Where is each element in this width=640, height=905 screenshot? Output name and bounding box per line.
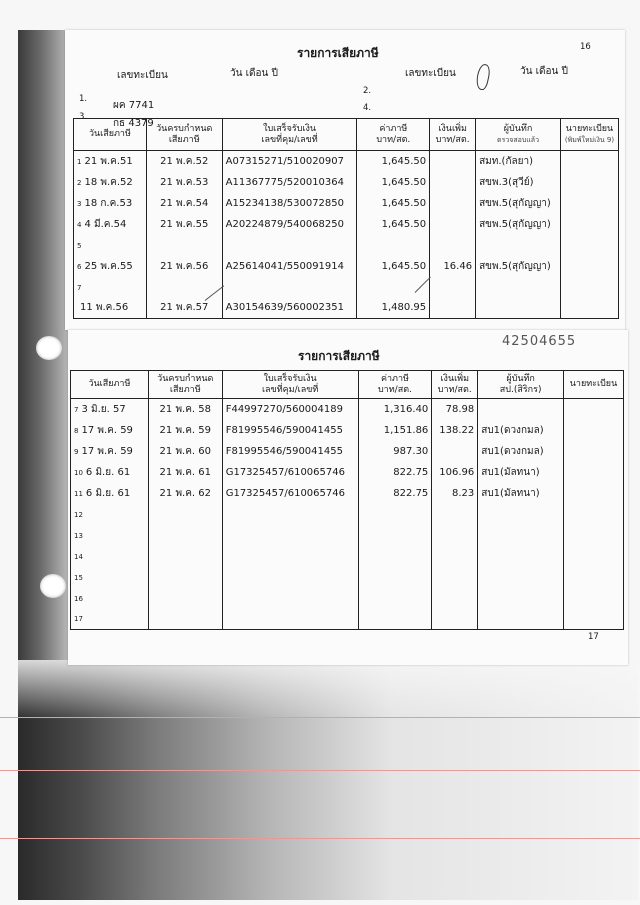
page-number: 16 (580, 42, 591, 52)
cell-due-date: 21 พ.ค. 60 (148, 441, 222, 462)
cell-recorder: สขพ.5(สุกัญญา) (476, 193, 561, 214)
cell-tax: 1,480.95 (357, 298, 430, 319)
cell-recorder (478, 399, 564, 420)
cell-recorder: สขพ.3(สุวีย์) (476, 172, 561, 193)
row-number: 3 (77, 199, 82, 208)
cell-tax (358, 546, 432, 567)
cell-tax-date: 1 21 พ.ค.51 (74, 151, 147, 172)
table-row (71, 504, 624, 525)
cell-surcharge (430, 214, 476, 235)
cell-registrar (564, 420, 624, 441)
cell-receipt (222, 609, 358, 630)
header-due-date: วันครบกำหนด เสียภาษี (148, 371, 222, 399)
cell-due-date: 21 พ.ค.54 (146, 193, 222, 214)
cell-tax-date: 11 6 มิ.ย. 61 (71, 483, 149, 504)
cell-due-date: 21 พ.ค. 58 (148, 399, 222, 420)
cell-surcharge (430, 277, 476, 298)
cell-tax-date (71, 567, 149, 588)
cell-receipt (222, 546, 358, 567)
cell-registrar (560, 256, 618, 277)
cell-due-date (148, 525, 222, 546)
cell-registrar (564, 525, 624, 546)
cell-tax: 1,645.50 (357, 214, 430, 235)
cell-registrar (564, 483, 624, 504)
cell-surcharge (432, 525, 478, 546)
cell-registrar (560, 151, 618, 172)
table-row (74, 172, 619, 193)
row-number: 12 (74, 510, 83, 519)
cell-registrar (564, 441, 624, 462)
table-row (71, 546, 624, 567)
cell-tax-date (74, 277, 147, 298)
recorder-note: ตรวจสอบแล้ว (497, 135, 540, 144)
cell-registrar (564, 504, 624, 525)
cell-tax-date: 11 พ.ค.56 (74, 298, 147, 319)
row-number: 8 (74, 426, 79, 435)
row-number: 1 (77, 157, 82, 166)
cell-receipt: A30154639/560002351 (222, 298, 357, 319)
cell-tax-date (71, 609, 149, 630)
cell-recorder: สมท.(กัลยา) (476, 151, 561, 172)
cell-tax-date (71, 546, 149, 567)
cell-due-date (148, 546, 222, 567)
ledger-body (71, 399, 624, 630)
table-row (71, 588, 624, 609)
cell-receipt (222, 235, 357, 256)
header-receipt: ใบเสร็จรับเงิน เลขที่คุม/เลขที่ (222, 119, 357, 151)
cell-registrar (564, 399, 624, 420)
cell-recorder: สบ1(มัลทนา) (478, 483, 564, 504)
row-number: 11 (74, 489, 83, 498)
page-number: 17 (588, 632, 599, 642)
scan-artifact-line (0, 770, 640, 771)
header-receipt: ใบเสร็จรับเงิน เลขที่คุม/เลขที่ (222, 371, 358, 399)
row-number: 4 (77, 220, 82, 229)
reg-line-no: 1. (79, 94, 88, 104)
date-label-right: วัน เดือน ปี (520, 66, 568, 77)
table-row (71, 399, 624, 420)
cell-tax (358, 609, 432, 630)
cell-due-date: 21 พ.ค. 59 (148, 420, 222, 441)
reg-label-left: เลขทะเบียน (117, 70, 168, 81)
row-number: 10 (74, 468, 83, 477)
cell-due-date: 21 พ.ค.52 (146, 151, 222, 172)
cell-receipt: A11367775/520010364 (222, 172, 357, 193)
registrar-note: (พิมพ์ใหม่เงิน 9) (564, 135, 615, 144)
cell-registrar (560, 193, 618, 214)
reg-line-value: ผค 7741 (113, 100, 155, 111)
cell-receipt: F44997270/560004189 (222, 399, 358, 420)
cell-receipt (222, 525, 358, 546)
cell-recorder (478, 504, 564, 525)
reg-label-right: เลขทะเบียน (405, 68, 456, 79)
cell-due-date: 21 พ.ค. 61 (148, 462, 222, 483)
cell-receipt (222, 588, 358, 609)
cell-tax-date: 9 17 พ.ค. 59 (71, 441, 149, 462)
cell-recorder (476, 298, 561, 319)
table-row (74, 214, 619, 235)
cell-registrar (560, 214, 618, 235)
date-label-left: วัน เดือน ปี (230, 68, 278, 79)
cell-surcharge: 138.22 (432, 420, 478, 441)
cell-due-date (148, 588, 222, 609)
cell-due-date: 21 พ.ค.57 (146, 298, 222, 319)
cell-tax: 822.75 (358, 483, 432, 504)
row-number: 6 (77, 262, 82, 271)
cell-receipt (222, 567, 358, 588)
reg-line-no: 2. (363, 86, 372, 96)
cell-registrar (564, 609, 624, 630)
table-row (74, 193, 619, 214)
cell-tax: 1,316.40 (358, 399, 432, 420)
cell-tax-date: 2 18 พ.ค.52 (74, 172, 147, 193)
cell-surcharge (432, 588, 478, 609)
cell-tax-date: 7 3 มิ.ย. 57 (71, 399, 149, 420)
cell-recorder: สบ1(ดวงกมล) (478, 420, 564, 441)
cell-recorder (476, 235, 561, 256)
cell-tax: 1,645.50 (357, 172, 430, 193)
tax-ledger-table (70, 370, 624, 630)
table-row (74, 151, 619, 172)
row-number: 14 (74, 552, 83, 561)
cell-tax: 1,151.86 (358, 420, 432, 441)
cell-surcharge (430, 151, 476, 172)
cell-recorder (478, 588, 564, 609)
cell-recorder: สบ1(มัลทนา) (478, 462, 564, 483)
cell-tax-date (71, 504, 149, 525)
cell-recorder (478, 567, 564, 588)
row-number: 9 (74, 447, 79, 456)
cell-recorder: สขพ.5(สุกัญญา) (476, 214, 561, 235)
cell-recorder (476, 277, 561, 298)
cell-tax-date: 4 4 มี.ค.54 (74, 214, 147, 235)
cell-tax-date: 8 17 พ.ค. 59 (71, 420, 149, 441)
cell-receipt: G17325457/610065746 (222, 483, 358, 504)
cell-surcharge (432, 546, 478, 567)
cell-tax: 987.30 (358, 441, 432, 462)
cell-recorder (478, 525, 564, 546)
cell-registrar (564, 567, 624, 588)
table-row (71, 462, 624, 483)
cell-recorder: สขพ.5(สุกัญญา) (476, 256, 561, 277)
cell-registrar (560, 298, 618, 319)
table-row (71, 567, 624, 588)
ledger-page-2 (68, 330, 628, 665)
scan-artifact-line (0, 717, 640, 718)
header-tax-date: วันเสียภาษี (74, 119, 147, 151)
tax-ledger-table (73, 118, 619, 319)
cell-due-date (148, 567, 222, 588)
cell-receipt: A15234138/530072850 (222, 193, 357, 214)
cell-registrar (564, 588, 624, 609)
cell-receipt: A20224879/540068250 (222, 214, 357, 235)
scan-shadow-bottom (18, 660, 638, 900)
ledger-body (74, 151, 619, 319)
cell-recorder: สบ1(ดวงกมล) (478, 441, 564, 462)
binder-hole (36, 336, 62, 360)
table-row (71, 525, 624, 546)
header-recorder: ผู้บันทึก สป.(สิริกร) (478, 371, 564, 399)
reg-line-value: กธ 4379 (113, 118, 154, 129)
cell-receipt (222, 277, 357, 298)
cell-surcharge: 8.23 (432, 483, 478, 504)
reg-line-no: 3. (79, 112, 88, 122)
cell-tax-date (74, 235, 147, 256)
cell-receipt: F81995546/590041455 (222, 441, 358, 462)
header-surcharge: เงินเพิ่ม บาท/สต. (432, 371, 478, 399)
cell-tax-date (71, 525, 149, 546)
cell-registrar (560, 172, 618, 193)
cell-receipt: A25614041/550091914 (222, 256, 357, 277)
table-row (71, 609, 624, 630)
table-row (74, 277, 619, 298)
cell-due-date (146, 235, 222, 256)
header-recorder: ผู้บันทึก ตรวจสอบแล้ว (476, 119, 561, 151)
cell-due-date (148, 504, 222, 525)
page-title: รายการเสียภาษี (297, 46, 379, 60)
row-number: 15 (74, 573, 83, 582)
cell-surcharge (430, 298, 476, 319)
cell-surcharge (432, 441, 478, 462)
scan-artifact-line (0, 838, 640, 839)
cell-tax: 822.75 (358, 462, 432, 483)
table-row (71, 441, 624, 462)
cell-receipt: F81995546/590041455 (222, 420, 358, 441)
cell-due-date: 21 พ.ค. 62 (148, 483, 222, 504)
cell-registrar (564, 546, 624, 567)
cell-surcharge: 106.96 (432, 462, 478, 483)
row-number: 7 (74, 405, 79, 414)
row-number: 16 (74, 594, 83, 603)
cell-tax: 1,645.50 (357, 193, 430, 214)
cell-tax (358, 567, 432, 588)
header-due-date: วันครบกำหนด เสียภาษี (146, 119, 222, 151)
cell-receipt: A07315271/510020907 (222, 151, 357, 172)
cell-surcharge (430, 193, 476, 214)
cell-receipt: G17325457/610065746 (222, 462, 358, 483)
table-row (71, 483, 624, 504)
cell-surcharge (432, 567, 478, 588)
table-row (74, 298, 619, 319)
header-tax: ค่าภาษี บาท/สต. (357, 119, 430, 151)
cell-tax (357, 235, 430, 256)
header-tax-date: วันเสียภาษี (71, 371, 149, 399)
cell-due-date (148, 609, 222, 630)
cell-due-date: 21 พ.ค.55 (146, 214, 222, 235)
cell-surcharge: 16.46 (430, 256, 476, 277)
cell-surcharge (430, 235, 476, 256)
cell-due-date: 21 พ.ค.56 (146, 256, 222, 277)
cell-tax: 1,645.50 (357, 151, 430, 172)
page-title: รายการเสียภาษี (298, 349, 380, 363)
row-number: 7 (77, 283, 82, 292)
row-number: 17 (74, 615, 83, 624)
cell-surcharge (430, 172, 476, 193)
stamp-number: 42504655 (502, 334, 577, 349)
table-row (71, 420, 624, 441)
cell-due-date: 21 พ.ค.53 (146, 172, 222, 193)
header-registrar: นายทะเบียน (564, 371, 624, 399)
table-row (74, 256, 619, 277)
cell-recorder (478, 609, 564, 630)
header-registrar: นายทะเบียน (พิมพ์ใหม่เงิน 9) (560, 119, 618, 151)
cell-tax-date: 6 25 พ.ค.55 (74, 256, 147, 277)
cell-tax-date: 3 18 ก.ค.53 (74, 193, 147, 214)
row-number: 13 (74, 531, 83, 540)
cell-tax-date (71, 588, 149, 609)
cell-tax-date: 10 6 มิ.ย. 61 (71, 462, 149, 483)
cell-registrar (560, 277, 618, 298)
cell-tax: 1,645.50 (357, 256, 430, 277)
cell-tax (358, 504, 432, 525)
binder-hole (40, 574, 66, 598)
reg-line-no: 4. (363, 103, 372, 113)
cell-surcharge (432, 504, 478, 525)
cell-tax (358, 525, 432, 546)
ledger-page-1 (65, 30, 625, 330)
cell-surcharge: 78.98 (432, 399, 478, 420)
cell-registrar (564, 462, 624, 483)
cell-tax (358, 588, 432, 609)
cell-receipt (222, 504, 358, 525)
cell-registrar (560, 235, 618, 256)
header-tax: ค่าภาษี บาท/สต. (358, 371, 432, 399)
header-surcharge: เงินเพิ่ม บาท/สต. (430, 119, 476, 151)
signature-mark (474, 63, 491, 91)
cell-recorder (478, 546, 564, 567)
cell-surcharge (432, 609, 478, 630)
row-number: 5 (77, 241, 82, 250)
row-number: 2 (77, 178, 82, 187)
table-row (74, 235, 619, 256)
